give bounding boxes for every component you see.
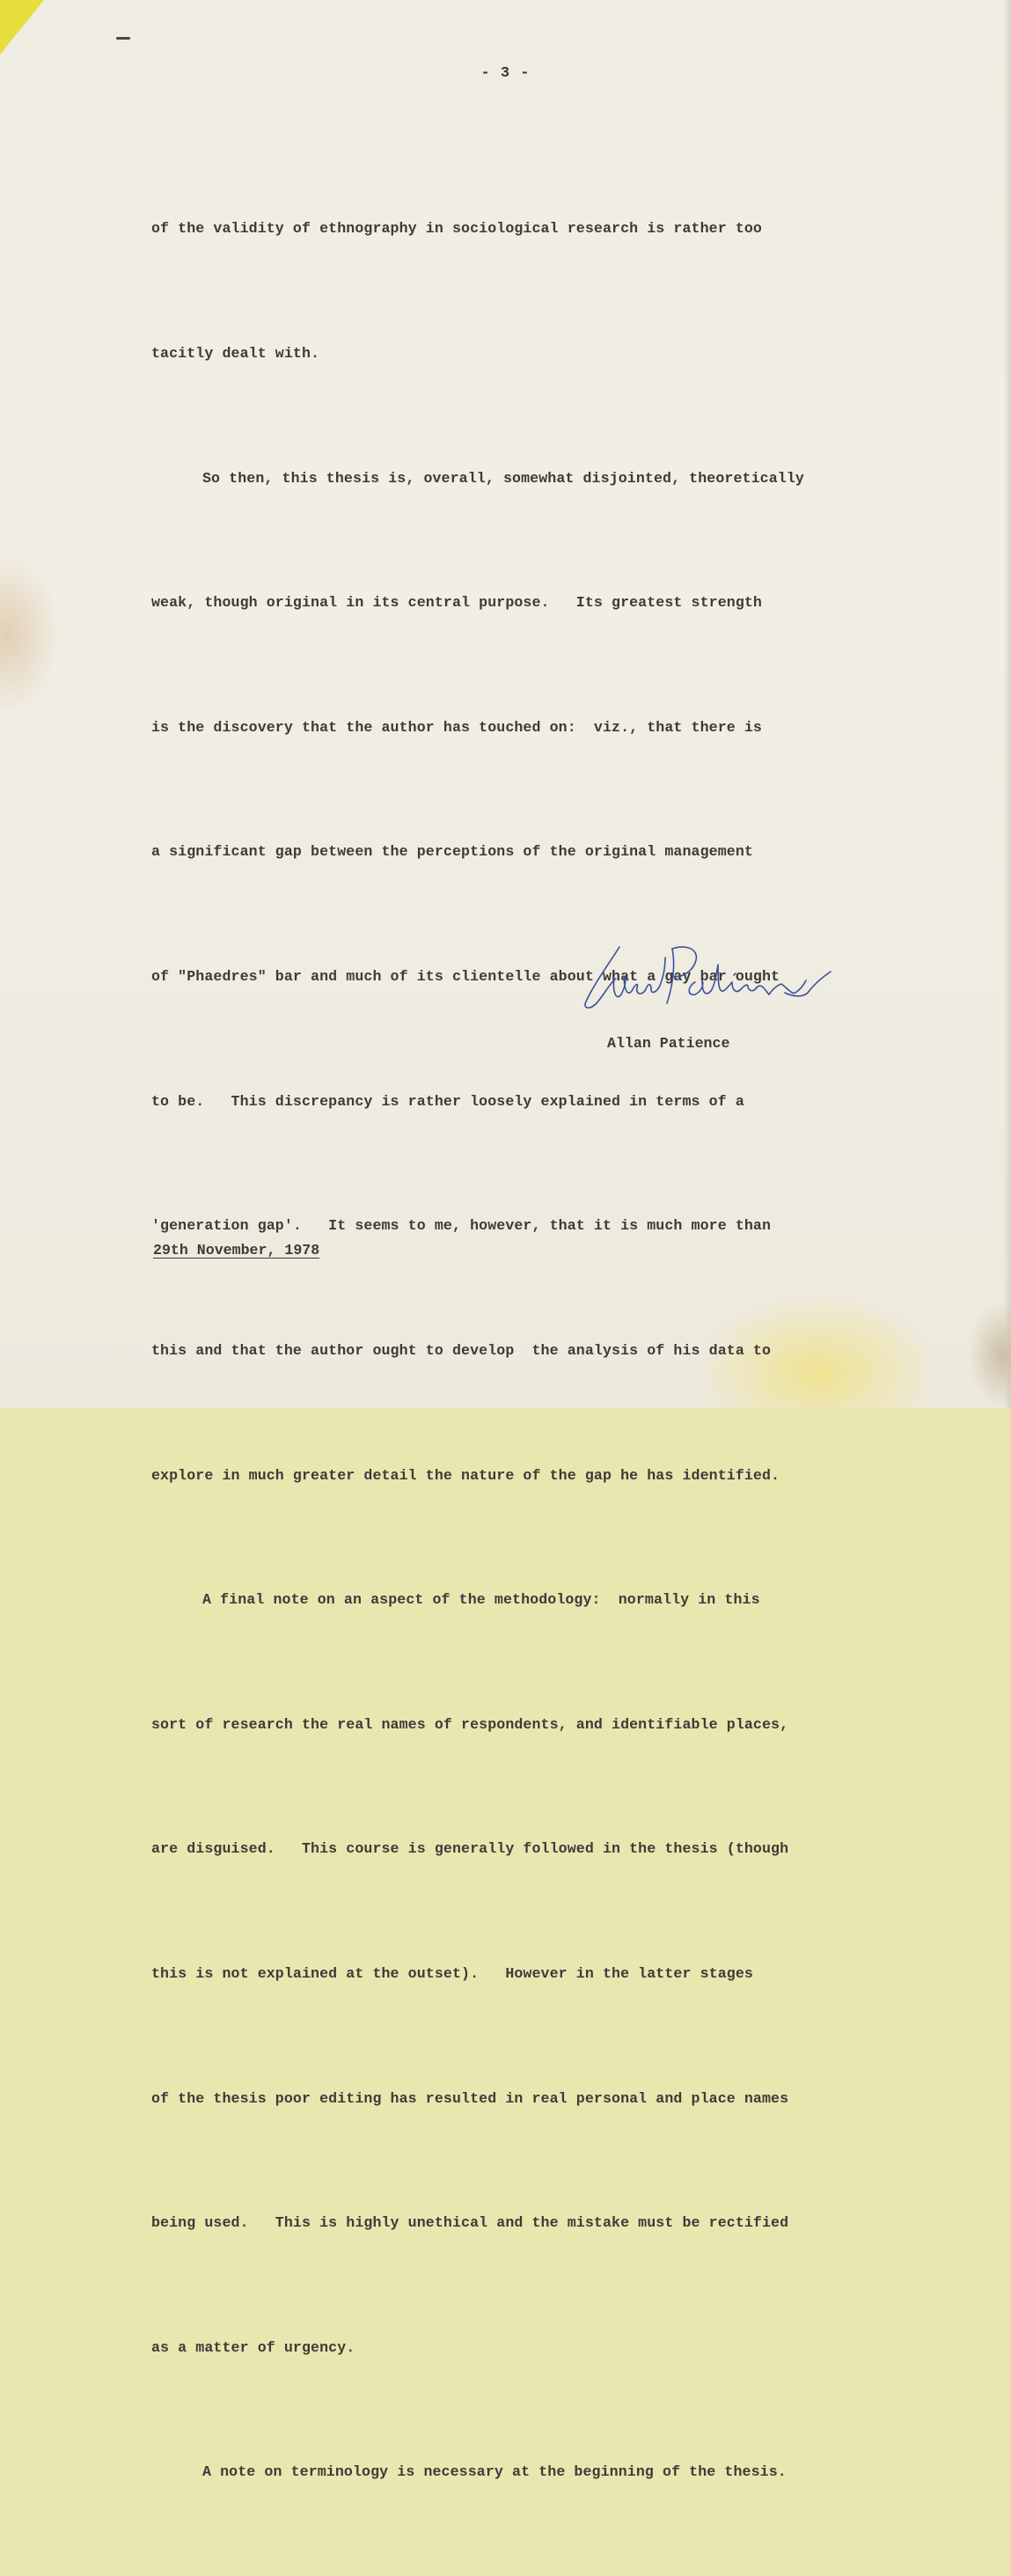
text-line: sort of research the real names of respondents, and identifiable places, [151,1715,789,1733]
paragraph-start-line: A note on terminology is necessary at the beginning of the thesis. [202,2463,787,2481]
text-line: being used. This is highly unethical and the mistake must be rectified [151,2214,789,2232]
text-line: of the thesis poor editing has resulted in real personal and place names [151,2089,789,2107]
text-line: of the validity of ethnography in sociological research is rather too [151,220,762,238]
text-line: is the discovery that the author has touched on: viz., that there is [151,718,762,736]
text-line: a significant gap between the perceptions of the original management [151,843,753,861]
ink-speck [116,37,130,40]
page-number: - 3 - [480,65,531,82]
paragraph-start-line: So then, this thesis is, overall, somewhat disjointed, theoretically [202,469,804,487]
text-line: 'generation gap'. It seems to me, however, that it is much more than [151,1217,772,1235]
yellow-corner-stain [0,0,44,55]
document-date: 29th November, 1978 [153,1242,320,1259]
handwritten-signature [581,940,862,1019]
paragraph-start-line: A final note on an aspect of the methodology: normally in this [202,1591,760,1609]
text-line: are disguised. This course is generally followed in the thesis (though [151,1840,789,1858]
page-edge-shadow [1004,0,1011,1408]
body-text [151,125,926,2576]
signatory-name: Allan Patience [607,1035,730,1052]
text-line: of "Phaedres" bar and much of its clientelle about what a gay bar ought [151,968,780,986]
text-line: this and that the author ought to develop the analysis of his data to [151,1341,772,1359]
text-line: tacitly dealt with. [151,345,320,363]
text-line: explore in much greater detail the nature of the gap he has identified. [151,1466,780,1484]
text-line: as a matter of urgency. [151,2338,355,2356]
text-line: this is not explained at the outset). However in the latter stages [151,1964,753,1982]
text-line: weak, though original in its central purpose. Its greatest strength [151,594,762,612]
text-line: to be. This discrepancy is rather loosely explained in terms of a [151,1092,744,1110]
